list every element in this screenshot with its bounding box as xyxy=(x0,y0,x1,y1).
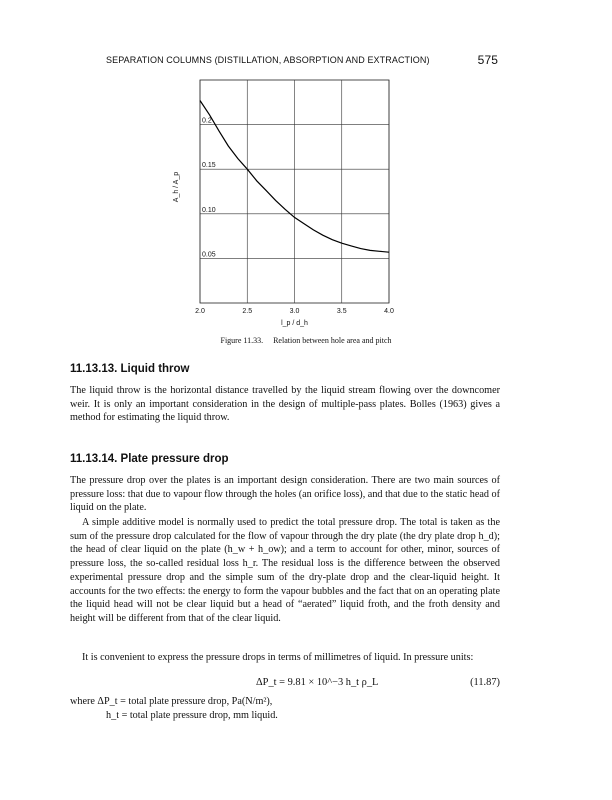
x-tick-label: 3.5 xyxy=(336,308,347,315)
section-heading-liquid-throw: 11.13.13. Liquid throw xyxy=(70,363,190,375)
equation-expression: ΔP_t = 9.81 × 10^−3 h_t ρ_L xyxy=(256,677,379,688)
section-heading-plate-pressure-drop: 11.13.14. Plate pressure drop xyxy=(70,453,229,465)
x-tick-label: 2.0 xyxy=(195,308,205,315)
figure-caption-text: Relation between hole area and pitch xyxy=(273,336,392,345)
y-tick-label: 0.2 xyxy=(202,117,212,125)
where-definition-2: h_t = total plate pressure drop, mm liquid. xyxy=(106,710,278,721)
pressure-drop-paragraph-3: It is convenient to express the pressure drops in terms of millimetres of liquid. In pressure units: xyxy=(82,652,474,663)
x-axis-label: l_p / d_h xyxy=(281,320,308,327)
pressure-drop-paragraph-2: A simple additive model is normally used to predict the total pressure drop. The total is taken as the sum of the pressure drop calculated for the flow of vapour through the dry plate (the dry plate drop h_d); the head of clear liquid on the plate (h_w + h_ow); and a term to account for other, minor, sources of pressure loss, the so-called residual loss h_r. The residual loss is the difference between the observed experimental pressure drop and the simple sum of the dry-plate drop and the clear-liquid height. It accounts for the two effects: the energy to form the vapour bubbles and the fact that on an operating plate the liquid head will not be clear liquid but a head of “aerated” liquid froth, and the froth density and height will be different from that of the clear liquid. xyxy=(70,517,500,624)
y-axis-label: A_h / A_p xyxy=(173,171,180,203)
figure-label: Figure 11.33. xyxy=(220,336,264,345)
hole-area-pitch-chart xyxy=(150,70,410,330)
where-definition-1: where ΔP_t = total plate pressure drop, Pa(N/m²), xyxy=(70,696,273,707)
page-number: 575 xyxy=(477,53,498,67)
y-tick-label: 0.15 xyxy=(202,162,216,170)
pressure-drop-paragraph-1: The pressure drop over the plates is an important design consideration. There are two main sources of pressure loss: that due to vapour flow through the holes (an orifice loss), and that due to the static head of liquid on the plate. xyxy=(70,475,500,514)
y-tick-label: 0.05 xyxy=(202,251,216,259)
y-tick-label: 0.10 xyxy=(202,206,216,214)
x-tick-label: 2.5 xyxy=(242,308,253,315)
liquid-throw-paragraph: The liquid throw is the horizontal distance travelled by the liquid stream flowing over the downcomer weir. It is only an important consideration in the design of multiple-pass plates. Bolles (1963) gives a method for estimating the liquid throw. xyxy=(70,385,500,424)
x-tick-label: 3.0 xyxy=(289,308,300,315)
x-tick-label: 4.0 xyxy=(384,308,394,315)
figure-caption xyxy=(0,336,612,345)
equation-number: (11.87) xyxy=(470,677,500,688)
running-title: SEPARATION COLUMNS (DISTILLATION, ABSORPTION AND EXTRACTION) xyxy=(106,55,430,65)
